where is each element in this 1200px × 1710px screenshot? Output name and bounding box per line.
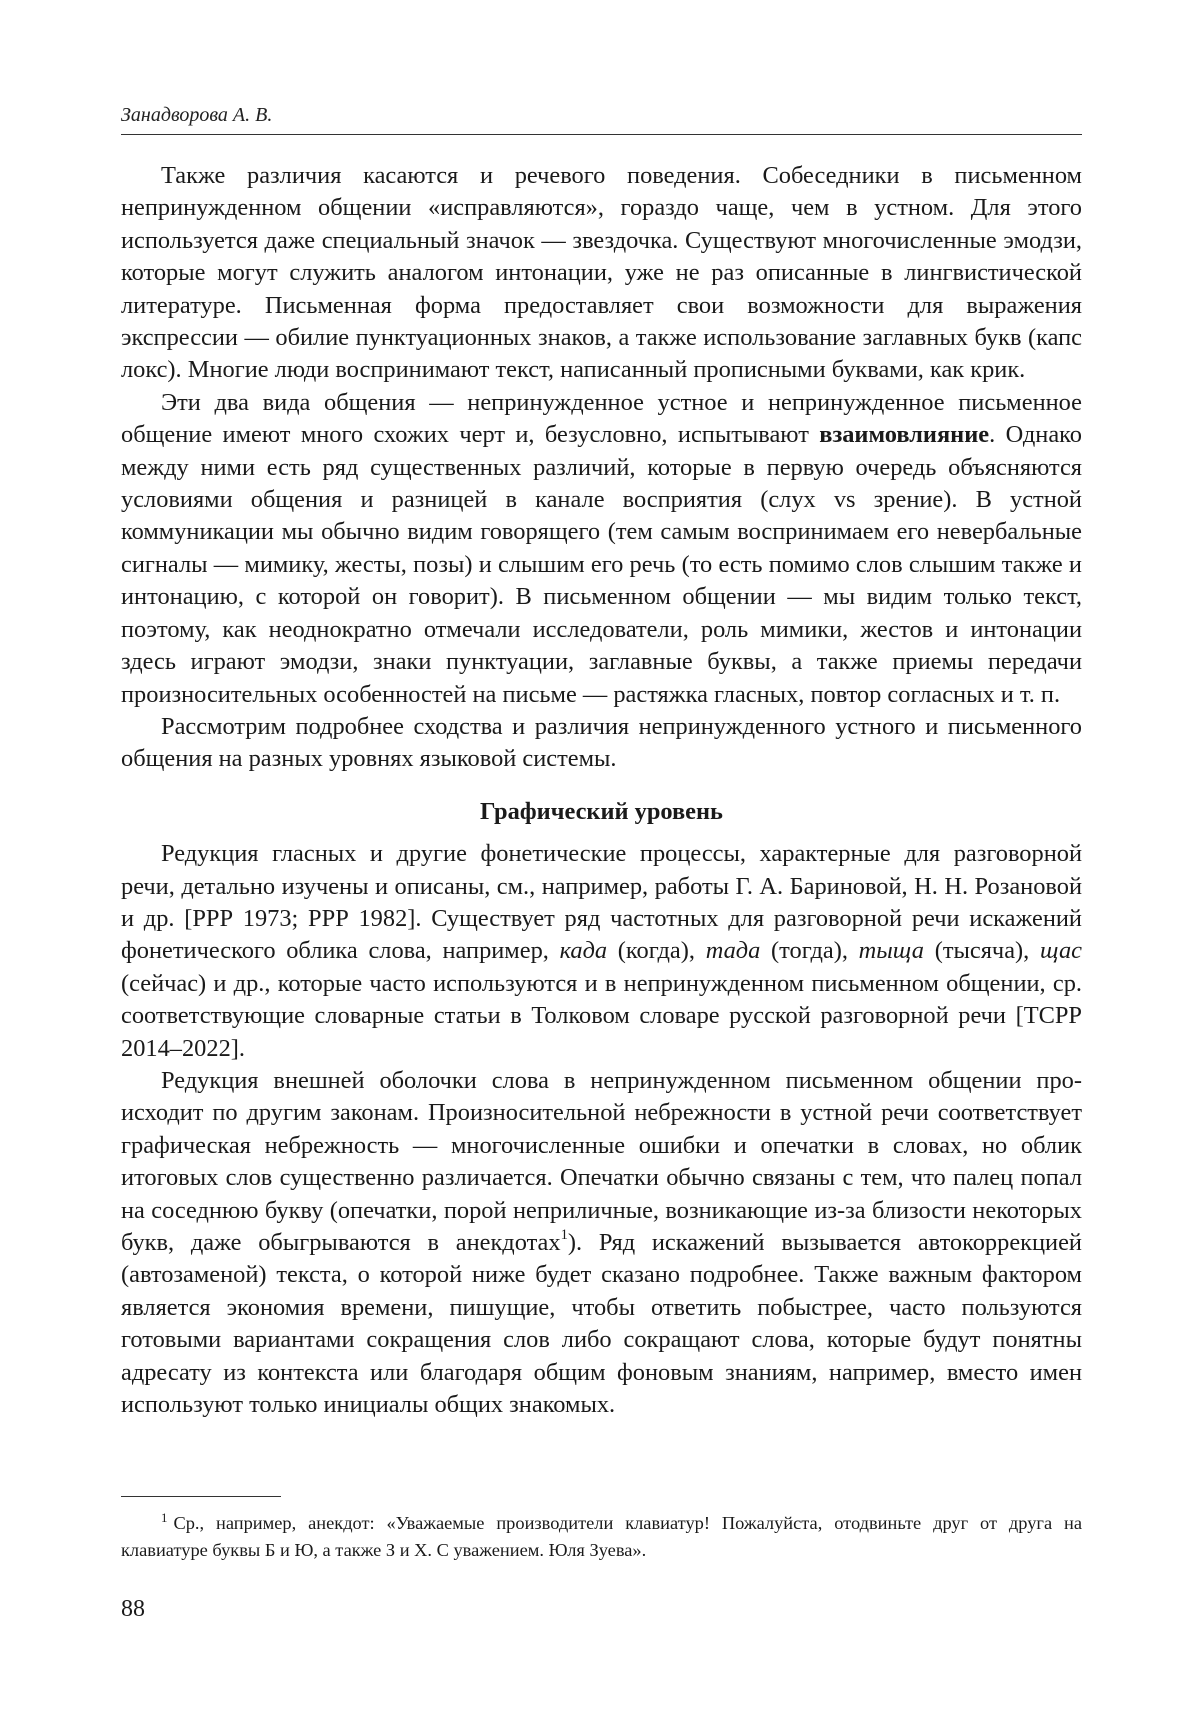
- example-word-tyscha: тыща: [858, 937, 925, 965]
- paragraph-2-text-a: Эти два вида общения — непринужденное устное и непринужденное письменное общение имеют много схожих черт и, безусловно, испытывают: [121, 388, 1082, 449]
- paragraph-4-text-b: (когда),: [607, 937, 706, 965]
- footnote-text: Ср., например, анекдот: «Уважаемые производители клавиатур! Пожалуйста, отодвиньте друг от друга на клавиатуре буквы Б и Ю, а также З и Х. С уважением. Юля Зуева».: [121, 1513, 1082, 1560]
- paragraph-5-text-b: ). Ряд искажений вызывается автокоррекцией (автозаменой) текста, о которой ниже будет сказано подробнее. Также важным фактором является экономия времени, пишущие, чтобы ответить побыстрее, часто пользуются готовыми вариантами сокращения слов либо сокращают слова, которые будут понятны адресату из контекста или благодаря общим фоновым знаниям, например, вместо имен используют только инициалы общих знакомых.: [121, 1229, 1082, 1419]
- paragraph-1: Также различия касаются и речевого поведения. Собеседники в письменном непринужденном общении «исправляются», гораздо чаще, чем в устном. Для этого используется даже специальный значок — звездочка. Существуют многочисленные эмодзи, которые могут служить аналогом интонации, уже не раз описанные в лингвистической литературе. Письменная форма предоставляет свои возможности для выражения экспрессии — обилие пунктуационных знаков, а также использование заглавных букв (капс локс). Многие люди воспринимают текст, написанный прописными буквами, как крик.: [121, 162, 1082, 384]
- footnote-reference[interactable]: 1: [560, 1227, 568, 1244]
- example-word-tada: тада: [705, 937, 761, 965]
- paragraph-2: [121, 387, 1082, 711]
- paragraph-4-text-c: (тогда),: [760, 937, 859, 965]
- example-word-kada: када: [559, 937, 608, 965]
- paragraph-4: [121, 838, 1082, 1065]
- paragraph-3: Рассмотрим подробнее сходства и различия непринужденного устного и письменного общения на разных уровнях языковой системы.: [121, 712, 1082, 773]
- body-text: [121, 160, 1082, 1421]
- paragraph-4-text-a: Редукция гласных и другие фонетические процессы, характерные для разговорной речи, детально изучены и описаны, см., например, работы Г. А. Бариновой, Н. Н. Розановой и др. [РРР 1973; РРР 1982]. Существует ряд частотных для разговорной речи искажений фонетического облика слова, например,: [121, 840, 1082, 965]
- page-number: 88: [121, 1596, 145, 1622]
- footnote-marker: 1: [161, 1510, 168, 1525]
- header-rule: [121, 134, 1082, 135]
- paragraph-4-text-e: (сейчас) и др., которые часто используются и в непринужденном письменном общении, ср. соответствующие словарные статьи в Толковом словаре русской разговорной речи [ТСРР 2014–2022].: [121, 969, 1082, 1062]
- example-word-schas: щас: [1039, 937, 1082, 965]
- paragraph-5-text-a: Редукция внешней оболочки слова в непринужденном письменном общении происходит по другим законам. Произносительной небрежности в устной речи соответствует графическая небрежность — многочисленные ошибки и опечатки в словах, но облик итоговых слов существенно различается. Опечатки обычно связаны с тем, что палец попал на соседнюю букву (опечатки, порой неприличные, возникающие из-за близости некоторых букв, даже обыгрываются в анекдотах: [121, 1066, 1082, 1256]
- footnote: [121, 1510, 1082, 1564]
- emphasis-bold: взаимовлияние: [819, 421, 990, 449]
- footnote-rule: [121, 1496, 281, 1497]
- section-heading: Графический уровень: [480, 797, 723, 825]
- paragraph-4-text-d: (тысяча),: [924, 937, 1040, 965]
- paragraph-5: [121, 1065, 1082, 1421]
- paragraph-2-text-b: . Однако между ними есть ряд существенных различий, которые в первую очередь объясняются условиями общения и разницей в канале восприятия (слух vs зрение). В устной коммуникации мы обычно видим говорящего (тем самым воспринимаем его невербальные сигналы — мимику, жесты, позы) и слышим его речь (то есть помимо слов слышим также и интонацию, с которой он говорит). В письменном общении — мы видим только текст, поэтому, как неоднократно отмечали исследователи, роль мимики, жестов и интонации здесь играют эмодзи, знаки пунктуации, заглавные буквы, а также приемы передачи произносительных особенностей на письме — растяжка гласных, повтор согласных и т. п.: [121, 421, 1082, 708]
- running-head: Занадворова А. В.: [121, 104, 273, 126]
